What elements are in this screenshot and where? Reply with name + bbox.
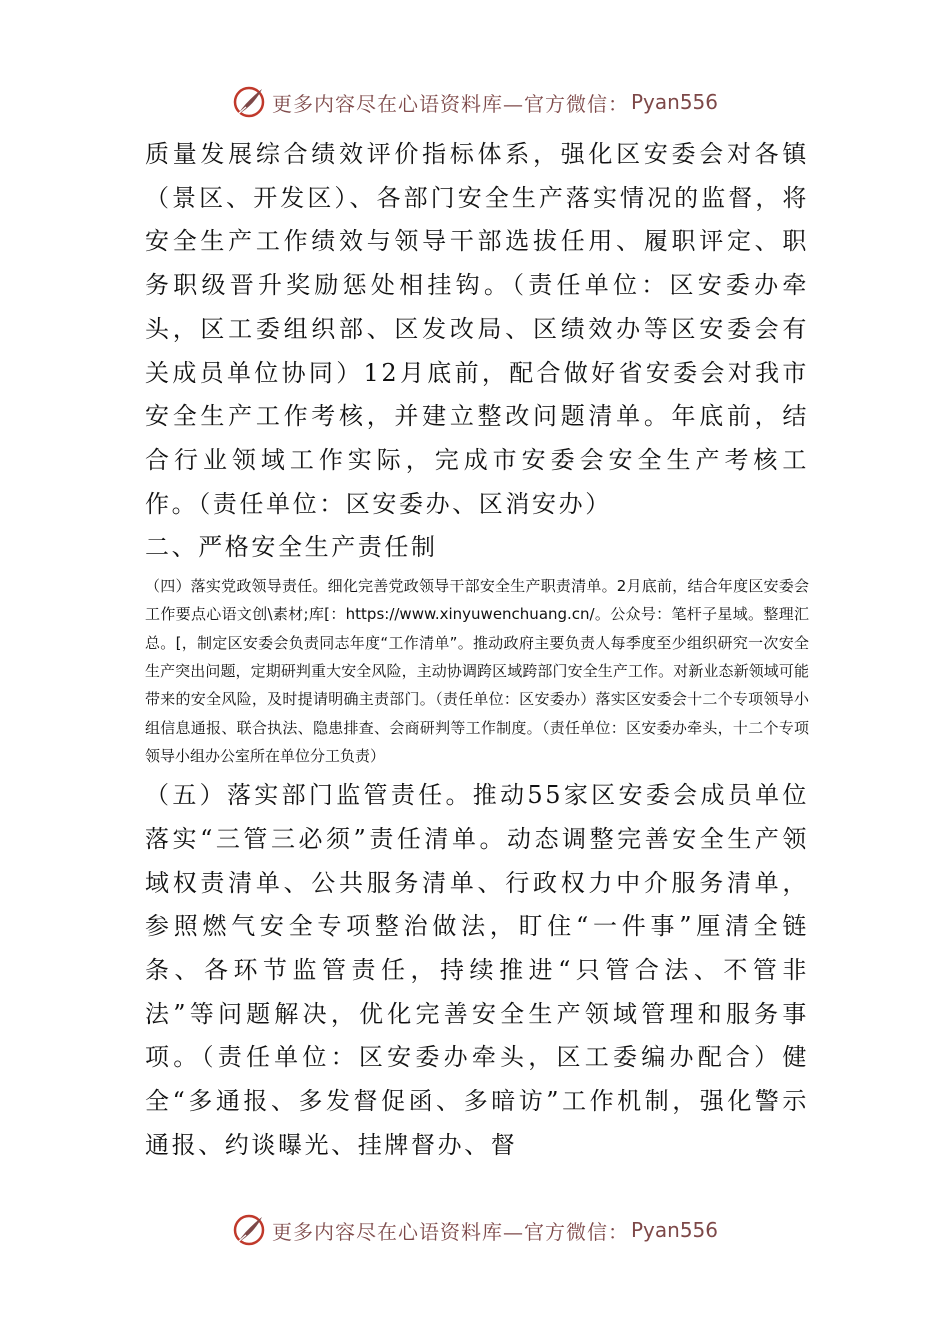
paragraph-party-leadership: （四）落实党政领导责任。细化完善党政领导干部安全生产职责清单。2月底前，结合年度区安委会工作要点心语文创\素材;库[：https://www.xinyuwenchuang.cn/。公众号：笔杆子星域。整理汇总。[，制定区安委会负责同志年度“工作清单”。推动政府主要负责人每季度至少组织研究一次安全生产突出问题，定期研判重大安全风险，主动协调跨区域跨部门安全生产工作。对新业态新领域可能带来的安全风险，及时提请明确主责部门。（责任单位：区安委办）落实区安委会十二个专项领导小组信息通报、联合执法、隐患排查、会商研判等工作制度。（责任单位：区安委办牵头，十二个专项领导小组办公室所在单位分工负责）	[145, 577, 809, 765]
banner-wechat-id: Pyan556	[630, 90, 718, 114]
paragraph-department-supervision: （五）落实部门监管责任。推动55家区安委会成员单位落实“三管三必须”责任清单。动态调整完善安全生产领域权责清单、公共服务清单、行政权力中介服务清单，参照燃气安全专项整治做法，盯住“一件事”厘清全链条、各环节监管责任，持续推进“只管合法、不管非法”等问题解决，优化完善安全生产领域管理和服务事项。（责任单位：区安委办牵头，区工委编办配合）健全“多通报、多发督促函、多暗访”工作机制，强化警示通报、约谈曝光、挂牌督办、督	[145, 781, 809, 1159]
header-banner	[0, 82, 950, 122]
banner-wechat-id: Pyan556	[630, 1218, 718, 1242]
banner-text: 更多内容尽在心语资料库—官方微信：	[271, 1219, 629, 1244]
paragraph-performance-evaluation: 质量发展综合绩效评价指标体系，强化区安委会对各镇（景区、开发区）、各部门安全生产落实情况的监督，将安全生产工作绩效与领导干部选拔任用、履职评定、职务职级晋升奖励惩处相挂钩。（责任单位：区安委办牵头，区工委组织部、区发改局、区绩效办等区安委会有关成员单位协同）12月底前，配合做好省安委会对我市安全生产工作考核，并建立整改问题清单。年底前，结合行业领域工作实际，完成市安委会安全生产考核工作。（责任单位：区安委办、区消安办）	[145, 140, 809, 518]
section-heading-responsibility: 二、严格安全生产责任制	[145, 533, 438, 562]
quill-pen-logo-icon	[232, 85, 266, 119]
document-body	[145, 133, 809, 1167]
banner-text: 更多内容尽在心语资料库—官方微信：	[271, 91, 629, 116]
quill-pen-logo-icon	[232, 1213, 266, 1247]
footer-banner	[0, 1210, 950, 1250]
